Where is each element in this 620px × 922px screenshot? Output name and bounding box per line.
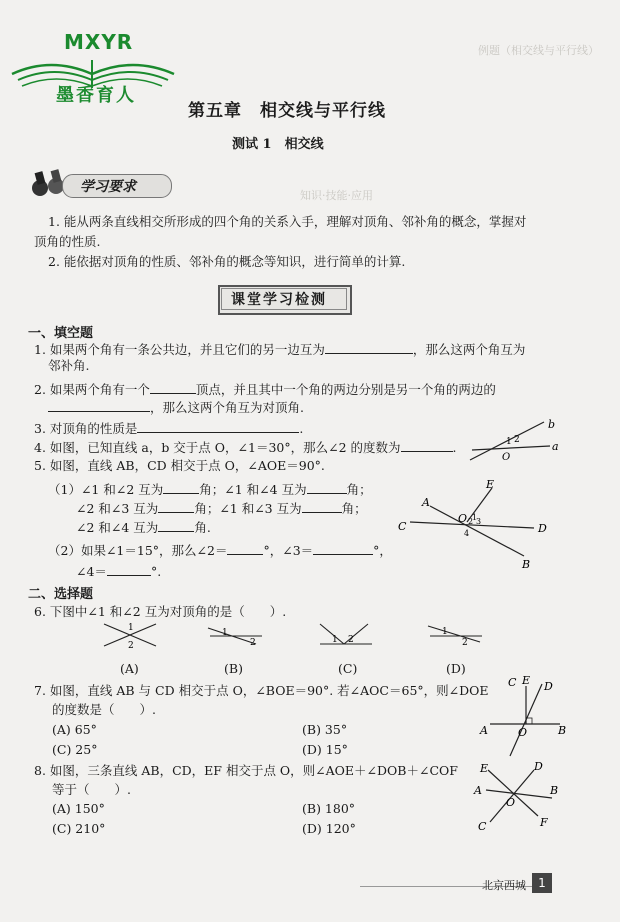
chapter-title: 第五章 相交线与平行线	[188, 101, 386, 121]
svg-text:2: 2	[462, 638, 468, 648]
q7-option-a[interactable]: (A) 65°	[52, 722, 97, 737]
question-4: 4. 如图，已知直线 a，b 交于点 O，∠1＝30°，那么∠2 的度数为 .	[34, 440, 457, 455]
logo-latin-text: MXYR	[64, 30, 134, 54]
label-C: C	[478, 820, 487, 833]
label-D: D	[538, 522, 547, 535]
answer-blank[interactable]	[401, 439, 453, 452]
question-5-part-1b: ∠2 和∠3 互为 角；∠1 和∠3 互为 角；	[76, 501, 367, 516]
question-2-cont: ，那么这两个角互为对顶角.	[48, 399, 304, 416]
test-title: 测试 1 相交线	[232, 137, 324, 152]
label-E: E	[480, 762, 489, 775]
question-8-cont: 等于（ ）.	[52, 782, 131, 797]
question-5-part-1: （1）∠1 和∠2 互为 角；∠1 和∠4 互为 角；	[48, 482, 372, 497]
label-angle-3: 3	[476, 517, 482, 526]
question-5-part-2: （2）如果∠1＝15°，那么∠2＝ °，∠3＝ °，	[48, 543, 392, 558]
section-heading-multiple-choice: 二、选择题	[28, 587, 94, 602]
label-angle-1: 1	[506, 437, 512, 447]
q8-option-b[interactable]: (B) 180°	[302, 801, 356, 816]
figure-q5	[392, 478, 562, 570]
logo-chinese-text: 墨香育人	[56, 85, 136, 106]
question-1-cont: 邻补角.	[48, 358, 90, 373]
label-angle-1: 1	[472, 513, 478, 522]
q8-option-d[interactable]: (D) 120°	[302, 821, 356, 836]
page-number: 1	[532, 873, 552, 893]
class-test-heading: 课堂学习检测	[231, 292, 327, 308]
answer-blank[interactable]	[158, 500, 194, 513]
question-1: 1. 如果两个角有一条公共边，并且它们的另一边互为 ，那么这两个角互为	[34, 342, 526, 357]
q7-option-b[interactable]: (B) 35°	[302, 722, 348, 737]
label-O: O	[518, 726, 528, 739]
footer-district: 北京西城	[482, 879, 526, 892]
q6-option-d[interactable]: (D)	[446, 661, 466, 676]
svg-text:2: 2	[128, 641, 134, 651]
answer-blank[interactable]	[150, 381, 196, 394]
label-angle-4: 4	[464, 529, 470, 538]
q6-option-c-figure	[320, 624, 372, 645]
study-requirement-label: 学习要求	[80, 179, 136, 195]
q6-option-c[interactable]: (C)	[338, 661, 358, 676]
label-A: A	[474, 784, 482, 797]
label-O: O	[502, 452, 511, 463]
answer-blank[interactable]	[163, 481, 199, 494]
q6-option-a[interactable]: (A)	[120, 661, 139, 676]
answer-blank[interactable]	[107, 563, 151, 576]
svg-text:2: 2	[348, 635, 354, 645]
answer-blank[interactable]	[302, 500, 342, 513]
label-F: F	[540, 816, 548, 829]
question-7: 7. 如图，直线 AB 与 CD 相交于点 O，∠BOE＝90°. 若∠AOC＝65°，则∠DOE	[34, 683, 489, 698]
section-heading-fill-in: 一、填空题	[28, 326, 94, 341]
q8-option-a[interactable]: (A) 150°	[52, 801, 105, 816]
label-A: A	[480, 724, 488, 737]
q6-option-b-figure	[208, 628, 262, 648]
logo	[6, 30, 181, 105]
label-angle-2: 2	[514, 435, 520, 445]
q6-option-d-figure	[428, 626, 482, 648]
question-7-cont: 的度数是（ ）.	[52, 702, 156, 717]
answer-blank[interactable]	[158, 519, 194, 532]
line-EF	[488, 770, 538, 816]
label-a: a	[552, 440, 559, 453]
svg-text:1: 1	[128, 623, 134, 633]
label-B: B	[558, 724, 567, 737]
question-3: 3. 对顶角的性质是 .	[34, 421, 304, 436]
question-6: 6. 下图中∠1 和∠2 互为对顶角的是（ ）.	[34, 604, 287, 619]
figure-q6	[96, 618, 486, 652]
study-requirement-badge	[28, 166, 178, 202]
label-B: B	[522, 558, 531, 570]
label-E: E	[522, 676, 531, 687]
label-O: O	[506, 796, 516, 809]
answer-blank[interactable]	[313, 542, 373, 555]
question-5-part-2b: ∠4＝ °.	[76, 564, 162, 579]
answer-blank[interactable]	[227, 542, 263, 555]
figure-q7	[478, 676, 568, 758]
label-D: D	[544, 680, 553, 693]
answer-blank[interactable]	[307, 481, 347, 494]
line-AB	[486, 790, 552, 798]
answer-blank[interactable]	[137, 420, 299, 433]
question-5: 5. 如图，直线 AB，CD 相交于点 O，∠AOE＝90°.	[34, 458, 325, 473]
question-8: 8. 如图，三条直线 AB，CD，EF 相交于点 O，则∠AOE＋∠DOB＋∠COF	[34, 763, 458, 778]
question-5-part-1c: ∠2 和∠4 互为 角.	[76, 520, 211, 535]
svg-text:1: 1	[332, 635, 338, 645]
label-A: A	[422, 496, 430, 509]
label-O: O	[458, 512, 468, 525]
q8-option-c[interactable]: (C) 210°	[52, 821, 106, 836]
svg-text:2: 2	[250, 638, 256, 648]
answer-blank[interactable]	[325, 341, 413, 354]
label-C: C	[398, 520, 407, 533]
figure-q4	[462, 416, 562, 466]
label-b: b	[548, 418, 556, 431]
figure-q8	[468, 760, 560, 834]
q6-option-b[interactable]: (B)	[224, 661, 243, 676]
bleed-through-text: 知识·技能·应用	[300, 189, 373, 202]
question-2: 2. 如果两个角有一个 顶点，并且其中一个角的两边分别是另一个角的两边的	[34, 382, 496, 397]
label-E: E	[486, 478, 495, 491]
requirement-line: 1. 能从两条直线相交所形成的四个角的关系入手，理解对顶角、邻补角的概念，掌握对	[48, 214, 527, 229]
label-angle-2: 2	[468, 517, 474, 526]
requirement-line: 2. 能依据对顶角的性质、邻补角的概念等知识，进行简单的计算.	[48, 254, 406, 269]
answer-blank[interactable]	[48, 399, 150, 412]
svg-text:1: 1	[222, 628, 228, 638]
svg-text:1: 1	[442, 627, 448, 637]
label-C: C	[508, 676, 517, 689]
q7-option-d[interactable]: (D) 15°	[302, 742, 348, 757]
label-B: B	[550, 784, 559, 797]
q6-option-a-figure	[104, 623, 156, 651]
label-D: D	[534, 760, 543, 773]
bleed-through-text: 例题（相交线与平行线）	[478, 44, 599, 57]
q7-option-c[interactable]: (C) 25°	[52, 742, 98, 757]
requirement-line: 顶角的性质.	[34, 234, 101, 249]
